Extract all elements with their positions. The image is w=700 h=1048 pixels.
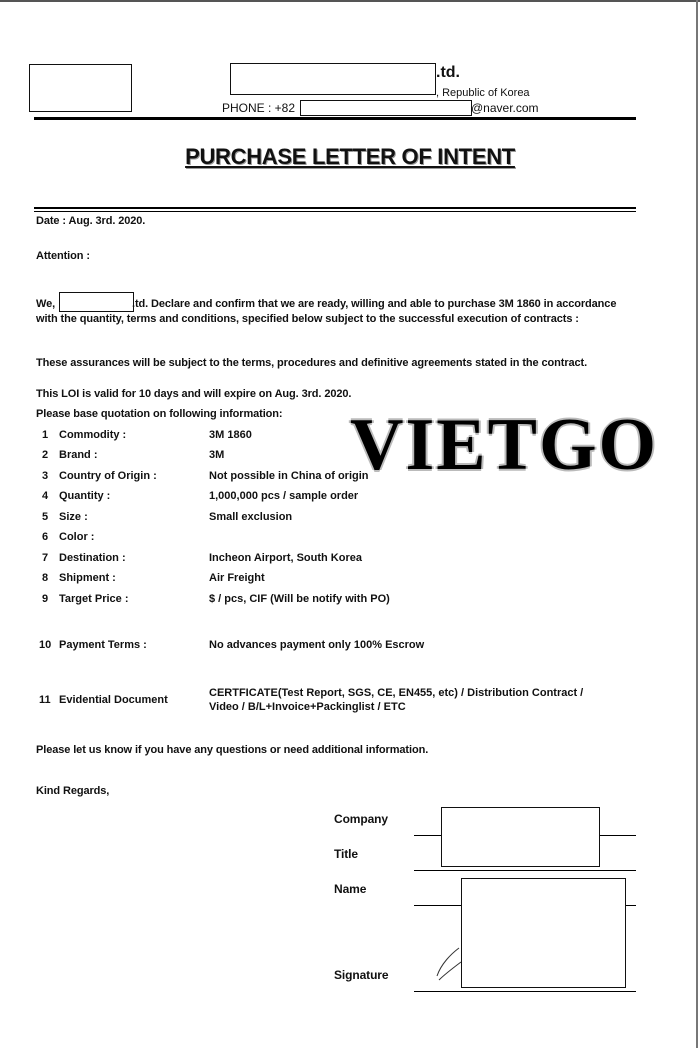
item-number: 9 xyxy=(42,593,49,605)
company-name-suffix: .td. xyxy=(436,64,460,81)
item-label: Payment Terms : xyxy=(59,639,147,651)
item-number: 11 xyxy=(39,694,51,706)
item-value: 3M 1860 xyxy=(209,429,252,441)
item-number: 2 xyxy=(42,449,49,461)
assurances-line: These assurances will be subject to the terms, procedures and definitive agreements stated in the contract. xyxy=(36,357,588,369)
item-value: Small exclusion xyxy=(209,511,293,523)
vietgo-watermark: VIETGO xyxy=(350,404,659,486)
address-suffix: , Republic of Korea xyxy=(436,87,530,99)
declare-line-2: with the quantity, terms and conditions, specified below subject to the successful execution of contracts : xyxy=(36,313,579,325)
item-value: 3M xyxy=(209,449,225,461)
item-label: Color : xyxy=(59,531,95,543)
name-signature-redaction-box xyxy=(461,878,626,988)
title-rule xyxy=(414,870,636,871)
date-line: Date : Aug. 3rd. 2020. xyxy=(36,215,146,227)
item-number: 6 xyxy=(42,531,49,543)
title-label: Title xyxy=(334,847,358,861)
item-value: $ / pcs, CIF (Will be notify with PO) xyxy=(209,593,390,605)
item-number: 8 xyxy=(42,572,49,584)
item-value: No advances payment only 100% Escrow xyxy=(209,639,425,651)
validity-line: This LOI is valid for 10 days and will expire on Aug. 3rd. 2020. xyxy=(36,388,352,400)
company-label: Company xyxy=(334,812,388,826)
name-label: Name xyxy=(334,882,367,896)
item-value: CERTFICATE(Test Report, SGS, CE, EN455, etc) / Distribution Contract / xyxy=(209,687,584,699)
item-label: Size : xyxy=(59,511,88,523)
item-label: Commodity : xyxy=(59,429,127,441)
email-suffix: @naver.com xyxy=(471,101,539,115)
we-company-redaction xyxy=(59,292,134,312)
item-number: 5 xyxy=(42,511,49,523)
item-value: 1,000,000 pcs / sample order xyxy=(209,490,359,502)
title-rule-bottom xyxy=(34,211,636,212)
base-quotation-line: Please base quotation on following information: xyxy=(36,408,283,420)
logo-redaction-box xyxy=(29,64,132,112)
signature-scribble-icon xyxy=(433,942,463,982)
item-label: Country of Origin : xyxy=(59,470,157,482)
page-top-border xyxy=(0,0,700,2)
item-label: Destination : xyxy=(59,552,126,564)
phone-label: PHONE : +82 xyxy=(222,101,296,115)
item-value-continued: Video / B/L+Invoice+Packinglist / ETC xyxy=(209,701,406,713)
closing-line: Please let us know if you have any questions or need additional information. xyxy=(36,744,429,756)
company-name-redaction xyxy=(230,63,436,95)
item-label: Shipment : xyxy=(59,572,116,584)
item-label: Evidential Document xyxy=(59,694,168,706)
signature-label: Signature xyxy=(334,968,389,982)
item-number: 4 xyxy=(42,490,49,502)
item-label: Quantity : xyxy=(59,490,111,502)
signature-rule xyxy=(414,991,636,992)
phone-email-redaction xyxy=(300,100,472,116)
kind-regards: Kind Regards, xyxy=(36,785,110,797)
item-value: Not possible in China of origin xyxy=(209,470,369,482)
item-label: Brand : xyxy=(59,449,98,461)
attention-line: Attention : xyxy=(36,250,90,262)
item-value: Incheon Airport, South Korea xyxy=(209,552,362,564)
item-label: Target Price : xyxy=(59,593,129,605)
item-number: 7 xyxy=(42,552,49,564)
declare-line-1: .td. Declare and confirm that we are ready, willing and able to purchase 3M 1860 in accordance xyxy=(132,298,617,310)
company-redaction-box xyxy=(441,807,600,867)
header-rule xyxy=(34,117,636,120)
item-number: 1 xyxy=(42,429,49,441)
item-number: 10 xyxy=(39,639,52,651)
item-value: Air Freight xyxy=(209,572,265,584)
title-rule-top xyxy=(34,207,636,209)
we-prefix: We, xyxy=(36,298,56,310)
document-title: PURCHASE LETTER OF INTENT xyxy=(185,144,515,169)
item-number: 3 xyxy=(42,470,49,482)
